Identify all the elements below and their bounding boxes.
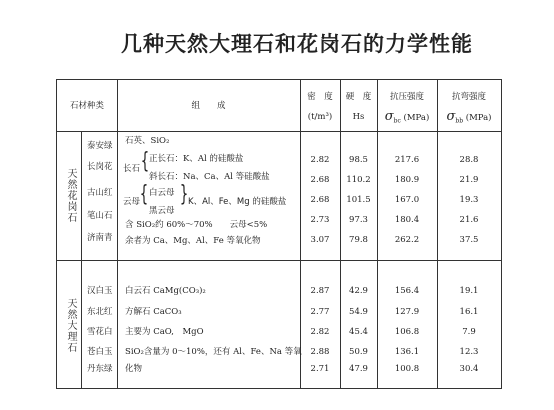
cell-compressive: 217.6 bbox=[394, 155, 420, 165]
header-compressive-unit: $\sigma_{bc}$ (MPa) bbox=[384, 109, 430, 125]
cell-bending: 28.8 bbox=[459, 155, 479, 165]
biotite: 黑云母 bbox=[149, 206, 175, 216]
properties-table bbox=[56, 79, 502, 389]
granite-name: 泰安绿 bbox=[87, 141, 113, 151]
header-bending: 抗弯强度 bbox=[451, 92, 486, 102]
cell-hardness: 101.5 bbox=[346, 195, 371, 205]
cell-hardness: 47.9 bbox=[349, 364, 368, 374]
marble-comp: 白云石 CaMg(CO₃)₂ bbox=[125, 286, 206, 296]
brace-icon: { bbox=[139, 182, 149, 207]
mica-label: 云母 bbox=[123, 197, 141, 207]
header-density-unit: (t/m³) bbox=[307, 112, 333, 122]
cell-compressive: 136.1 bbox=[394, 347, 420, 357]
cell-hardness: 42.9 bbox=[349, 286, 368, 296]
orthoclase: 正长石：K、Al 的硅酸盐 bbox=[149, 154, 244, 164]
cell-density: 2.68 bbox=[310, 195, 330, 205]
granite-name: 长岗花 bbox=[87, 162, 113, 172]
muscovite: 白云母 bbox=[149, 188, 175, 198]
cell-density: 3.07 bbox=[310, 235, 330, 245]
header-composition: 组 成 bbox=[191, 101, 226, 111]
cell-compressive: 180.9 bbox=[394, 175, 420, 185]
cell-compressive: 167.0 bbox=[394, 195, 420, 205]
marble-comp: 化物 bbox=[125, 364, 143, 374]
cell-hardness: 45.4 bbox=[349, 327, 368, 337]
cell-bending: 21.9 bbox=[459, 175, 479, 185]
marble-comp: 主要为 CaO, MgO bbox=[125, 327, 204, 337]
cell-bending: 21.6 bbox=[459, 215, 479, 225]
cell-hardness: 110.2 bbox=[346, 175, 371, 185]
cell-density: 2.87 bbox=[310, 286, 330, 296]
header-density: 密 度 bbox=[307, 92, 333, 102]
marble-comp: 方解石 CaCO₃ bbox=[125, 307, 182, 317]
brace-icon: { bbox=[179, 182, 189, 207]
cell-density: 2.68 bbox=[310, 175, 330, 185]
cell-hardness: 50.9 bbox=[349, 347, 368, 357]
cell-hardness: 79.8 bbox=[349, 235, 368, 245]
cell-compressive: 180.4 bbox=[394, 215, 420, 225]
group-granite: 天然花岗石 bbox=[65, 168, 76, 223]
cell-hardness: 54.9 bbox=[349, 307, 368, 317]
granite-comp-quartz: 石英、SiO₂ bbox=[125, 136, 170, 146]
header-type: 石材种类 bbox=[69, 101, 104, 111]
marble-name: 汉白玉 bbox=[87, 286, 113, 296]
cell-compressive: 100.8 bbox=[394, 364, 420, 374]
granite-name: 古山红 bbox=[87, 188, 113, 198]
plagioclase: 斜长石：Na、Ca、Al 等硅酸盐 bbox=[149, 172, 270, 182]
cell-density: 2.71 bbox=[310, 364, 330, 374]
marble-name: 苍白玉 bbox=[87, 347, 113, 357]
marble-comp: SiO₂含量为 0～10%，还有 Al、Fe、Na 等氧 bbox=[125, 347, 302, 357]
cell-bending: 19.3 bbox=[459, 195, 479, 205]
cell-compressive: 106.8 bbox=[394, 327, 420, 337]
granite-name: 济南青 bbox=[87, 233, 113, 243]
cell-hardness: 98.5 bbox=[349, 155, 368, 165]
header-hardness-unit: Hs bbox=[352, 112, 365, 122]
granite-sio2: 含 SiO₂约 60%～70% 云母<5% bbox=[125, 220, 268, 230]
marble-name: 丹东绿 bbox=[87, 364, 113, 374]
cell-compressive: 156.4 bbox=[394, 286, 420, 296]
cell-density: 2.73 bbox=[310, 215, 330, 225]
feldspar-label: 长石 bbox=[123, 164, 141, 174]
cell-bending: 30.4 bbox=[459, 364, 479, 374]
mica-desc: K、Al、Fe、Mg 的硅酸盐 bbox=[188, 197, 287, 207]
header-hardness: 硬 度 bbox=[345, 92, 372, 102]
cell-bending: 12.3 bbox=[459, 347, 479, 357]
cell-compressive: 262.2 bbox=[394, 235, 420, 245]
page-title: 几种天然大理石和花岗石的力学性能 bbox=[121, 32, 473, 56]
cell-hardness: 97.3 bbox=[349, 215, 368, 225]
marble-name: 雪花白 bbox=[87, 327, 113, 337]
granite-name: 笔山石 bbox=[87, 211, 113, 221]
cell-density: 2.82 bbox=[310, 155, 330, 165]
cell-density: 2.82 bbox=[310, 327, 330, 337]
brace-icon: { bbox=[140, 149, 150, 174]
marble-name: 东北红 bbox=[87, 307, 113, 317]
cell-bending: 16.1 bbox=[459, 307, 479, 317]
group-marble: 天然大理石 bbox=[65, 298, 76, 353]
cell-bending: 37.5 bbox=[459, 235, 479, 245]
header-bending-unit: $\sigma_{bb}$ (MPa) bbox=[446, 109, 492, 125]
cell-density: 2.88 bbox=[310, 347, 330, 357]
cell-density: 2.77 bbox=[310, 307, 330, 317]
cell-compressive: 127.9 bbox=[394, 307, 420, 317]
cell-bending: 7.9 bbox=[462, 327, 476, 337]
cell-bending: 19.1 bbox=[459, 286, 479, 296]
header-compressive: 抗压强度 bbox=[389, 92, 424, 102]
granite-rest: 余者为 Ca、Mg、Al、Fe 等氧化物 bbox=[125, 236, 261, 246]
